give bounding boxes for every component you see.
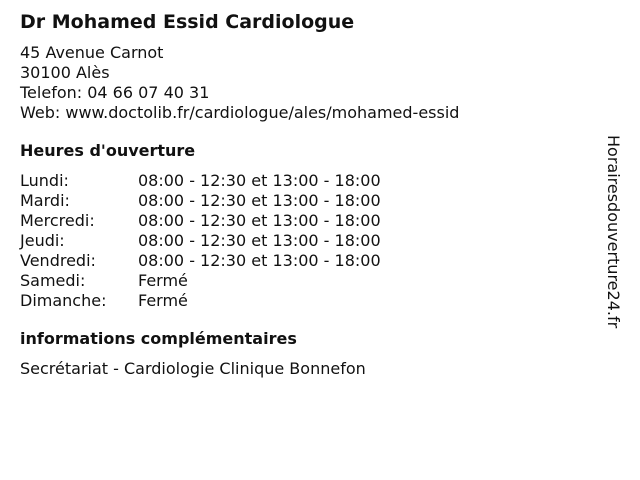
website-url: Web: www.doctolib.fr/cardiologue/ales/mohamed-essid [20, 103, 460, 122]
hours-row-monday [20, 171, 600, 191]
page-title: Dr Mohamed Essid Cardiologue [20, 11, 355, 33]
opening-hours-table [20, 171, 600, 311]
hours-day: Jeudi: [20, 231, 65, 250]
hours-day: Dimanche: [20, 291, 107, 310]
hours-row-sunday [20, 291, 600, 311]
hours-time: 08:00 - 12:30 et 13:00 - 18:00 [138, 231, 381, 250]
hours-row-tuesday [20, 191, 600, 211]
opening-hours-heading: Heures d'ouverture [20, 141, 196, 160]
address-street: 45 Avenue Carnot [20, 43, 164, 62]
business-card [20, 9, 600, 379]
site-watermark: Horairesdouverture24.fr [604, 135, 623, 329]
address-block [20, 43, 600, 123]
hours-row-friday [20, 251, 600, 271]
hours-day: Mardi: [20, 191, 70, 210]
hours-time: 08:00 - 12:30 et 13:00 - 18:00 [138, 171, 381, 190]
hours-time: 08:00 - 12:30 et 13:00 - 18:00 [138, 211, 381, 230]
address-city: 30100 Alès [20, 63, 110, 82]
phone-number: Telefon: 04 66 07 40 31 [20, 83, 210, 102]
hours-day: Samedi: [20, 271, 86, 290]
hours-time: 08:00 - 12:30 et 13:00 - 18:00 [138, 191, 381, 210]
hours-row-saturday [20, 271, 600, 291]
additional-info-heading: informations complémentaires [20, 329, 297, 348]
hours-day: Lundi: [20, 171, 69, 190]
hours-time: Fermé [138, 291, 188, 310]
hours-day: Vendredi: [20, 251, 96, 270]
hours-row-thursday [20, 231, 600, 251]
hours-row-wednesday [20, 211, 600, 231]
hours-time: Fermé [138, 271, 188, 290]
hours-time: 08:00 - 12:30 et 13:00 - 18:00 [138, 251, 381, 270]
hours-day: Mercredi: [20, 211, 95, 230]
additional-info-text: Secrétariat - Cardiologie Clinique Bonnefon [20, 359, 366, 378]
